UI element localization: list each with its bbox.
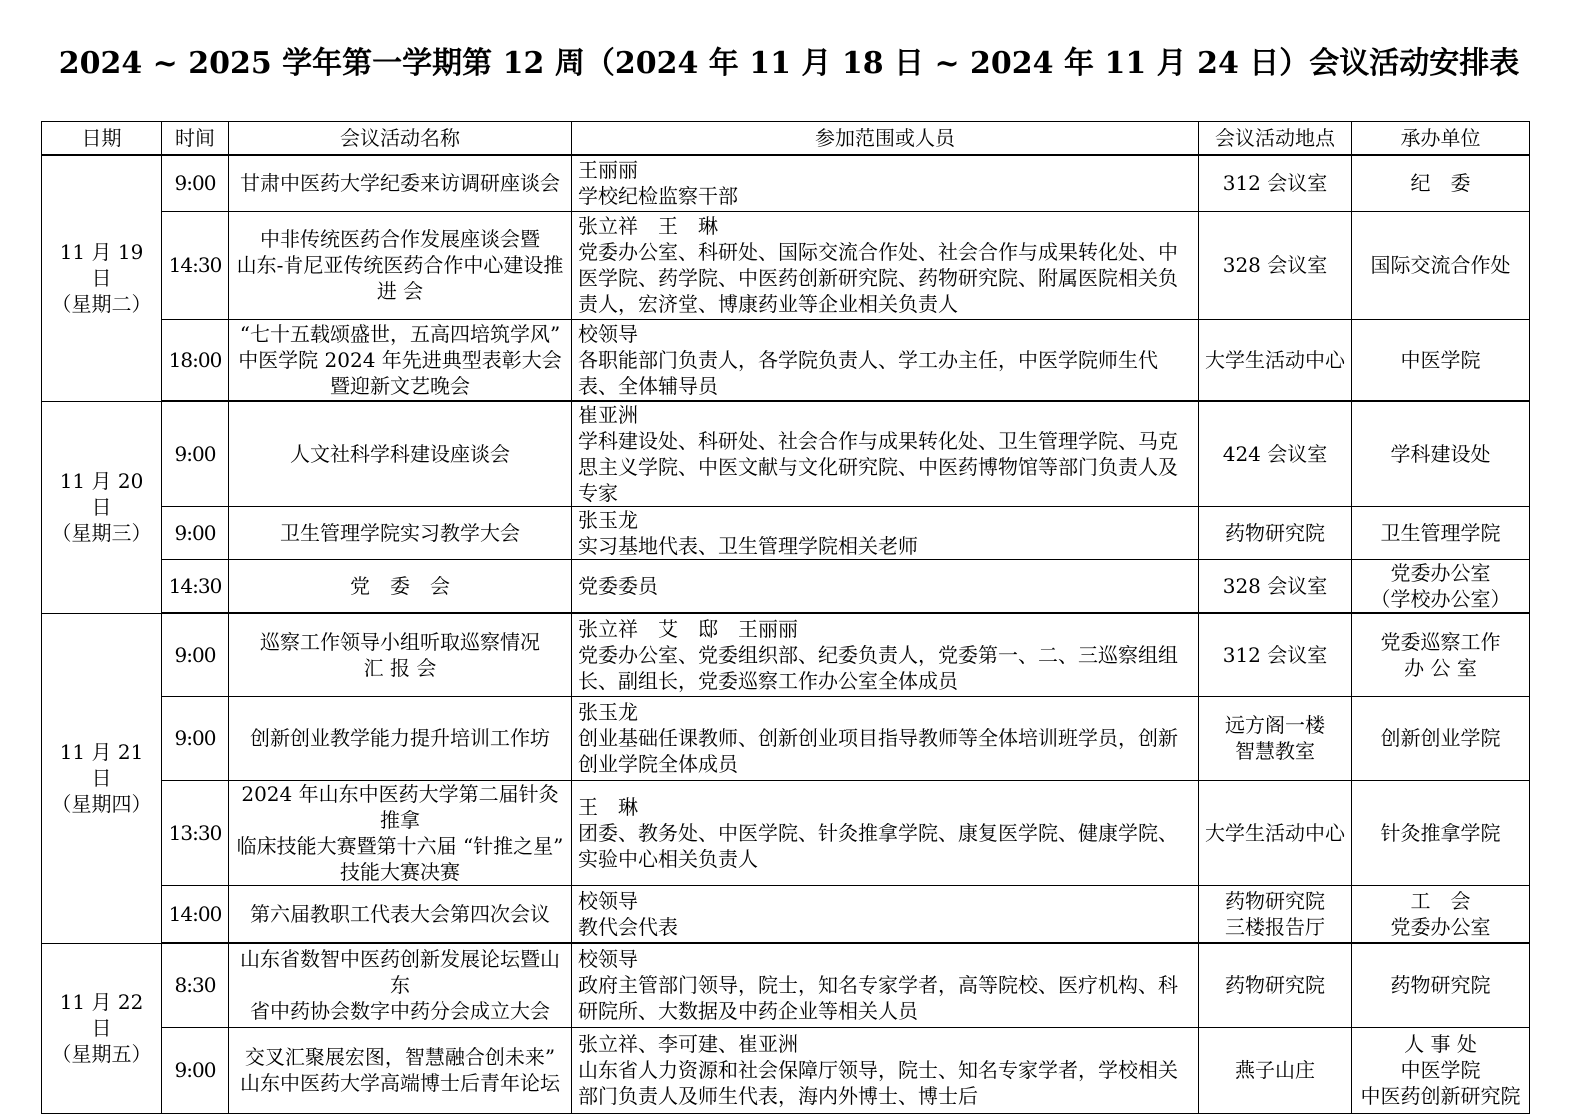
- organizer-cell: 工 会 党委办公室: [1352, 885, 1530, 943]
- organizer-cell: 人 事 处 中医学院 中医药创新研究院: [1352, 1027, 1530, 1113]
- table-row: [42, 319, 1530, 401]
- table-row: [42, 943, 1530, 1027]
- organizer-cell: 国际交流合作处: [1352, 211, 1530, 319]
- event-name-cell: 中非传统医药合作发展座谈会暨 山东-肯尼亚传统医药合作中心建设推 进 会: [229, 211, 572, 319]
- location-cell: 燕子山庄: [1199, 1027, 1352, 1113]
- table-row: [42, 613, 1530, 696]
- participants-cell: 张玉龙 实习基地代表、卫生管理学院相关老师: [572, 507, 1199, 560]
- table-row: [42, 780, 1530, 885]
- location-cell: 大学生活动中心: [1199, 319, 1352, 401]
- time-cell: 14:30: [162, 560, 229, 614]
- participants-cell: 崔亚洲 学科建设处、科研处、社会合作与成果转化处、卫生管理学院、马克思主义学院、中医文献与文化研究院、中医药博物馆等部门负责人及专家: [572, 401, 1199, 507]
- participants-cell: 张立祥 王 琳 党委办公室、科研处、国际交流合作处、社会合作与成果转化处、中医学院、药学院、中医药创新研究院、药物研究院、附属医院相关负责人，宏济堂、博康药业等企业相关负责人: [572, 211, 1199, 319]
- location-cell: 328 会议室: [1199, 560, 1352, 614]
- time-cell: 9:00: [162, 507, 229, 560]
- time-cell: 9:00: [162, 696, 229, 780]
- header-location: 会议活动地点: [1199, 122, 1352, 156]
- participants-cell: 王 琳 团委、教务处、中医学院、针灸推拿学院、康复医学院、健康学院、实验中心相关负责人: [572, 780, 1199, 885]
- organizer-cell: 药物研究院: [1352, 943, 1530, 1027]
- organizer-cell: 针灸推拿学院: [1352, 780, 1530, 885]
- event-name-cell: 巡察工作领导小组听取巡察情况 汇 报 会: [229, 613, 572, 696]
- header-row: [42, 122, 1530, 156]
- location-cell: 药物研究院 三楼报告厅: [1199, 885, 1352, 943]
- time-cell: 14:30: [162, 211, 229, 319]
- organizer-cell: 党委巡察工作 办 公 室: [1352, 613, 1530, 696]
- date-cell: 11 月 22 日 （星期五）: [42, 943, 162, 1113]
- event-name-cell: “七十五载颂盛世，五高四培筑学风” 中医学院 2024 年先进典型表彰大会 暨迎新文艺晚会: [229, 319, 572, 401]
- location-cell: 312 会议室: [1199, 155, 1352, 211]
- time-cell: 9:00: [162, 613, 229, 696]
- location-cell: 药物研究院: [1199, 943, 1352, 1027]
- participants-cell: 校领导 各职能部门负责人，各学院负责人、学工办主任，中医学院师生代表、全体辅导员: [572, 319, 1199, 401]
- location-cell: 312 会议室: [1199, 613, 1352, 696]
- event-name-cell: 第六届教职工代表大会第四次会议: [229, 885, 572, 943]
- organizer-cell: 创新创业学院: [1352, 696, 1530, 780]
- time-cell: 14:00: [162, 885, 229, 943]
- table-row: [42, 696, 1530, 780]
- location-cell: 大学生活动中心: [1199, 780, 1352, 885]
- event-name-cell: 人文社科学科建设座谈会: [229, 401, 572, 507]
- location-cell: 药物研究院: [1199, 507, 1352, 560]
- event-name-cell: 2024 年山东中医药大学第二届针灸推拿 临床技能大赛暨第十六届 “针推之星” 技能大赛决赛: [229, 780, 572, 885]
- table-row: [42, 401, 1530, 507]
- table-row: [42, 560, 1530, 614]
- header-organizer: 承办单位: [1352, 122, 1530, 156]
- event-name-cell: 交叉汇聚展宏图，智慧融合创未来” 山东中医药大学高端博士后青年论坛: [229, 1027, 572, 1113]
- participants-cell: 校领导 教代会代表: [572, 885, 1199, 943]
- location-cell: 328 会议室: [1199, 211, 1352, 319]
- participants-cell: 王丽丽 学校纪检监察干部: [572, 155, 1199, 211]
- event-name-cell: 甘肃中医药大学纪委来访调研座谈会: [229, 155, 572, 211]
- event-name-cell: 创新创业教学能力提升培训工作坊: [229, 696, 572, 780]
- schedule-table: [41, 121, 1530, 1114]
- location-cell: 424 会议室: [1199, 401, 1352, 507]
- organizer-cell: 卫生管理学院: [1352, 507, 1530, 560]
- table-row: [42, 885, 1530, 943]
- time-cell: 13:30: [162, 780, 229, 885]
- date-cell: 11 月 19 日 （星期二）: [42, 155, 162, 401]
- participants-cell: 校领导 政府主管部门领导，院士，知名专家学者，高等院校、医疗机构、科研院所、大数据及中药企业等相关人员: [572, 943, 1199, 1027]
- time-cell: 8:30: [162, 943, 229, 1027]
- date-cell: 11 月 21 日 （星期四）: [42, 613, 162, 943]
- participants-cell: 张立祥 艾 邸 王丽丽 党委办公室、党委组织部、纪委负责人，党委第一、二、三巡察组组长、副组长，党委巡察工作办公室全体成员: [572, 613, 1199, 696]
- time-cell: 9:00: [162, 155, 229, 211]
- event-name-cell: 党 委 会: [229, 560, 572, 614]
- header-time: 时间: [162, 122, 229, 156]
- table-row: [42, 155, 1530, 211]
- page-title: 2024 ~ 2025 学年第一学期第 12 周（2024 年 11 月 18 日 ~ 2024 年 11 月 24 日）会议活动安排表: [58, 46, 1520, 81]
- header-name: 会议活动名称: [229, 122, 572, 156]
- organizer-cell: 中医学院: [1352, 319, 1530, 401]
- header-date: 日期: [42, 122, 162, 156]
- header-participants: 参加范围或人员: [572, 122, 1199, 156]
- time-cell: 18:00: [162, 319, 229, 401]
- organizer-cell: 学科建设处: [1352, 401, 1530, 507]
- table-row: [42, 211, 1530, 319]
- participants-cell: 党委委员: [572, 560, 1199, 614]
- table-row: [42, 507, 1530, 560]
- date-cell: 11 月 20 日 （星期三）: [42, 401, 162, 613]
- participants-cell: 张立祥、李可建、崔亚洲 山东省人力资源和社会保障厅领导，院士、知名专家学者，学校相关部门负责人及师生代表，海内外博士、博士后: [572, 1027, 1199, 1113]
- event-name-cell: 山东省数智中医药创新发展论坛暨山东 省中药协会数字中药分会成立大会: [229, 943, 572, 1027]
- event-name-cell: 卫生管理学院实习教学大会: [229, 507, 572, 560]
- time-cell: 9:00: [162, 1027, 229, 1113]
- time-cell: 9:00: [162, 401, 229, 507]
- organizer-cell: 党委办公室 （学校办公室）: [1352, 560, 1530, 614]
- location-cell: 远方阁一楼 智慧教室: [1199, 696, 1352, 780]
- participants-cell: 张玉龙 创业基础任课教师、创新创业项目指导教师等全体培训班学员，创新创业学院全体成员: [572, 696, 1199, 780]
- organizer-cell: 纪 委: [1352, 155, 1530, 211]
- table-row: [42, 1027, 1530, 1113]
